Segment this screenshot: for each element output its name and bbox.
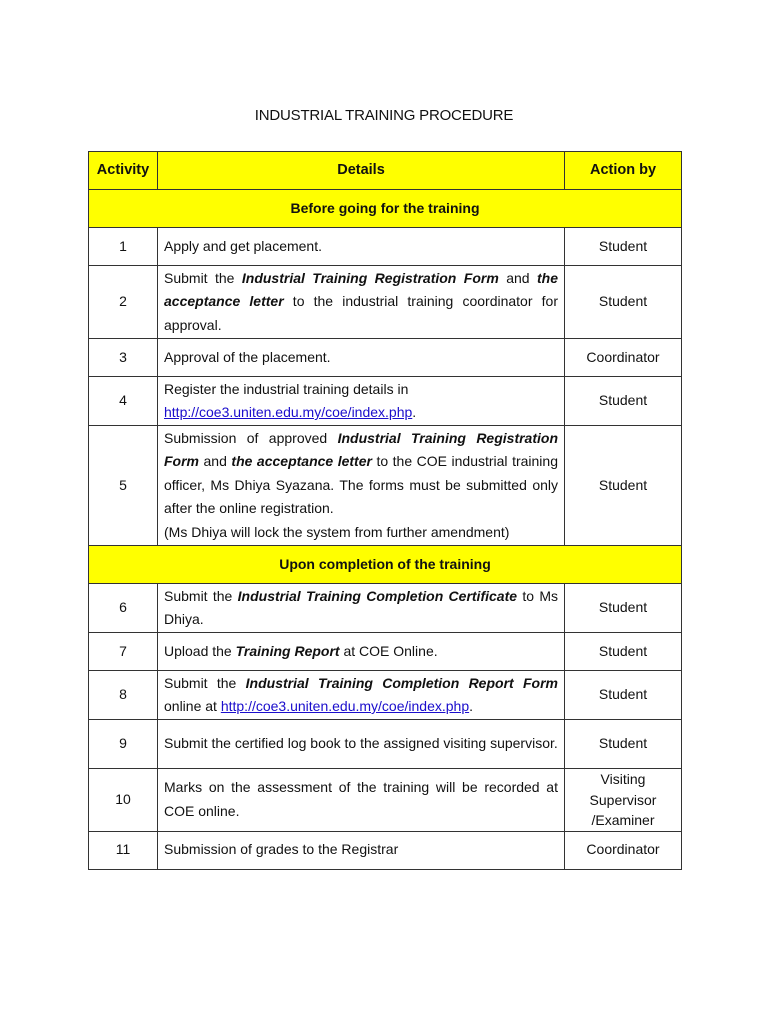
section-heading-before: Before going for the training bbox=[89, 190, 682, 228]
detail-text: to Ms Dhiya. bbox=[164, 587, 558, 627]
action-by-line: Supervisor bbox=[589, 791, 657, 808]
document-name: Industrial Training Registration Form bbox=[241, 269, 499, 286]
row-number: 9 bbox=[89, 720, 158, 769]
row-number: 8 bbox=[89, 671, 158, 720]
table-row bbox=[89, 426, 682, 546]
document-name: Training Report bbox=[235, 642, 340, 659]
row-action-by: Student bbox=[565, 228, 682, 266]
document-name: the acceptance letter bbox=[164, 269, 558, 310]
row-details bbox=[158, 228, 565, 266]
detail-text: to the COE industrial training officer, Ms Dhiya Syazana. The forms must be submitted only after the online registration. bbox=[164, 453, 558, 517]
coe-online-link[interactable]: http://coe3.uniten.edu.my/coe/index.php bbox=[220, 698, 470, 714]
row-action-by: Student bbox=[565, 426, 682, 546]
row-details bbox=[158, 633, 565, 671]
row-details bbox=[158, 339, 565, 377]
row-action-by: Student bbox=[565, 671, 682, 720]
document-name: Industrial Training Completion Certificate bbox=[237, 587, 518, 604]
row-action-by bbox=[565, 769, 682, 832]
procedure-table bbox=[88, 151, 682, 870]
row-action-by: Coordinator bbox=[565, 339, 682, 377]
detail-text: Submission of approved bbox=[164, 429, 338, 446]
table-row bbox=[89, 339, 682, 377]
section-heading-after: Upon completion of the training bbox=[89, 546, 682, 584]
detail-text: Register the industrial training details in bbox=[164, 380, 409, 397]
detail-text: Upload the bbox=[164, 642, 236, 659]
row-number: 3 bbox=[89, 339, 158, 377]
detail-text: Approval of the placement. bbox=[164, 348, 331, 365]
row-action-by: Student bbox=[565, 633, 682, 671]
document-name: the acceptance letter bbox=[231, 453, 372, 470]
row-details bbox=[158, 720, 565, 769]
detail-text: Submit the bbox=[164, 269, 242, 286]
table-header-row bbox=[89, 152, 682, 190]
row-number: 4 bbox=[89, 377, 158, 426]
action-by-line: /Examiner bbox=[591, 812, 655, 828]
row-action-by: Coordinator bbox=[565, 831, 682, 869]
row-details bbox=[158, 831, 565, 869]
table-row bbox=[89, 377, 682, 426]
row-number: 5 bbox=[89, 426, 158, 546]
detail-text: online at bbox=[164, 698, 221, 714]
detail-text: Submit the certified log book to the assigned visiting supervisor. bbox=[164, 735, 558, 752]
section-row-after bbox=[89, 546, 682, 584]
document-name: Industrial Training Registration Form bbox=[164, 429, 558, 470]
detail-text: Marks on the assessment of the training will be recorded at COE online. bbox=[164, 779, 558, 819]
detail-text: and bbox=[199, 453, 232, 470]
coe-online-link[interactable]: http://coe3.uniten.edu.my/coe/index.php bbox=[164, 404, 413, 420]
row-number: 7 bbox=[89, 633, 158, 671]
row-number: 10 bbox=[89, 769, 158, 832]
row-action-by: Student bbox=[565, 584, 682, 633]
row-details bbox=[158, 769, 565, 832]
detail-text: . bbox=[469, 698, 473, 714]
document-name: Industrial Training Completion Report Form bbox=[245, 674, 558, 691]
table-row bbox=[89, 633, 682, 671]
row-number: 11 bbox=[89, 831, 158, 869]
detail-note: (Ms Dhiya will lock the system from further amendment) bbox=[164, 523, 510, 540]
detail-text: to the industrial training coordinator for approval. bbox=[164, 293, 558, 333]
table-row bbox=[89, 584, 682, 633]
header-action-by: Action by bbox=[565, 152, 682, 190]
row-details bbox=[158, 584, 565, 633]
row-details bbox=[158, 266, 565, 339]
section-row-before bbox=[89, 190, 682, 228]
row-number: 2 bbox=[89, 266, 158, 339]
detail-text: Submit the bbox=[164, 674, 246, 691]
detail-text: . bbox=[412, 404, 417, 420]
table-row bbox=[89, 831, 682, 869]
table-row bbox=[89, 671, 682, 720]
header-details: Details bbox=[158, 152, 565, 190]
row-action-by: Student bbox=[565, 720, 682, 769]
row-action-by: Student bbox=[565, 377, 682, 426]
header-activity: Activity bbox=[89, 152, 158, 190]
detail-text: Submission of grades to the Registrar bbox=[164, 841, 399, 858]
row-details bbox=[158, 671, 565, 720]
page-title: INDUSTRIAL TRAINING PROCEDURE bbox=[254, 107, 514, 124]
table-row bbox=[89, 228, 682, 266]
detail-text: Submit the bbox=[164, 587, 238, 604]
row-number: 6 bbox=[89, 584, 158, 633]
row-details bbox=[158, 377, 565, 426]
table-row bbox=[89, 266, 682, 339]
detail-text: at COE Online. bbox=[339, 642, 438, 659]
row-number: 1 bbox=[89, 228, 158, 266]
row-action-by: Student bbox=[565, 266, 682, 339]
detail-text: Apply and get placement. bbox=[164, 237, 322, 254]
detail-text: and bbox=[498, 269, 537, 286]
table-row bbox=[89, 769, 682, 832]
row-details bbox=[158, 426, 565, 546]
table-row bbox=[89, 720, 682, 769]
action-by-line: Visiting bbox=[600, 771, 646, 787]
